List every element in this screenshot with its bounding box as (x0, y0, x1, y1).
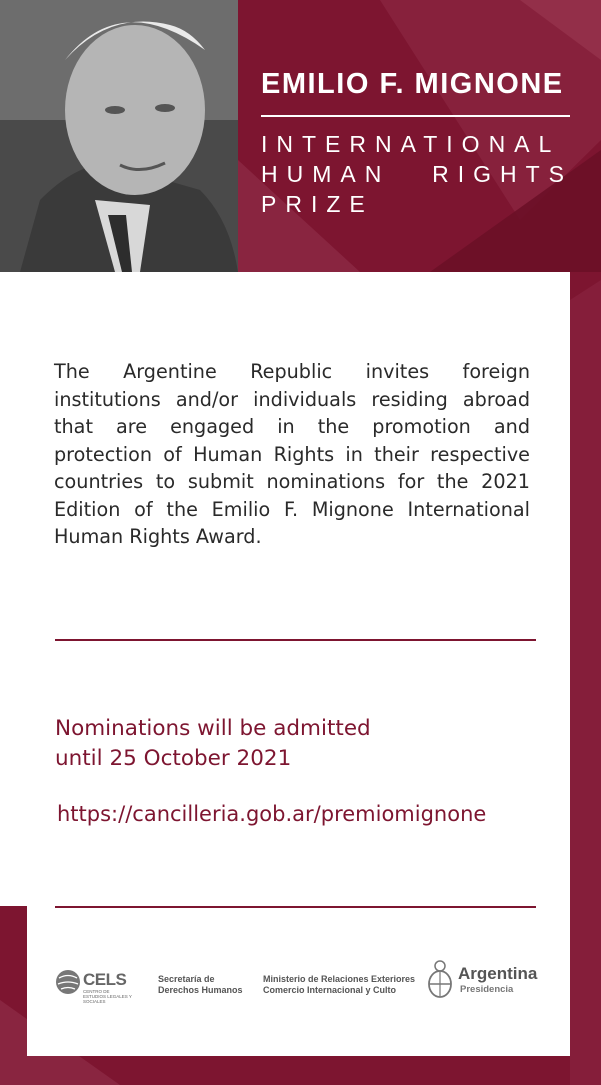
divider-top (55, 639, 536, 641)
logos-row (55, 958, 540, 1008)
cels-logo (55, 968, 135, 1004)
deadline-text (55, 714, 475, 774)
award-subtitle: INTERNATIONAL HUMAN RIGHTS PRIZE (261, 131, 573, 217)
portrait-illustration (0, 0, 238, 272)
header-divider (261, 115, 570, 117)
ministerio-line-1: Ministerio de Relaciones Exteriores (263, 974, 416, 984)
secretaria-line-1: Secretaría de (158, 974, 215, 984)
nomination-link[interactable]: https://cancilleria.gob.ar/premiomignone (57, 802, 487, 826)
header (261, 68, 573, 219)
coat-of-arms-icon (426, 958, 454, 1000)
argentina-label: Argentina (458, 964, 538, 983)
cels-globe-icon (55, 969, 81, 995)
divider-bottom (55, 906, 536, 908)
intro-paragraph: The Argentine Republic invites foreign institutions and/or individuals residing abroad that are engaged in the promotion and protection of Human Rights in their respective countries to submit nominations for the 2021 Edition of the Emilio F. Mignone International Human Rights Award. (54, 360, 530, 548)
argentina-presidencia-logo (426, 958, 540, 1002)
ministerio-line-2: Comercio Internacional y Culto (263, 985, 397, 995)
secretaria-logo (158, 974, 243, 996)
cels-name: CELS (83, 970, 127, 989)
cels-subtitle: CENTRO DE ESTUDIOS LEGALES Y SOCIALES (83, 989, 132, 1004)
portrait-photo (0, 0, 238, 272)
ministerio-logo (263, 974, 415, 996)
award-name: EMILIO F. MIGNONE (261, 68, 564, 100)
presidencia-label: Presidencia (460, 984, 514, 995)
secretaria-line-2: Derechos Humanos (158, 985, 243, 995)
deadline-line-1: Nominations will be admitted (55, 716, 371, 741)
deadline-line-2: until 25 October 2021 (55, 746, 292, 771)
